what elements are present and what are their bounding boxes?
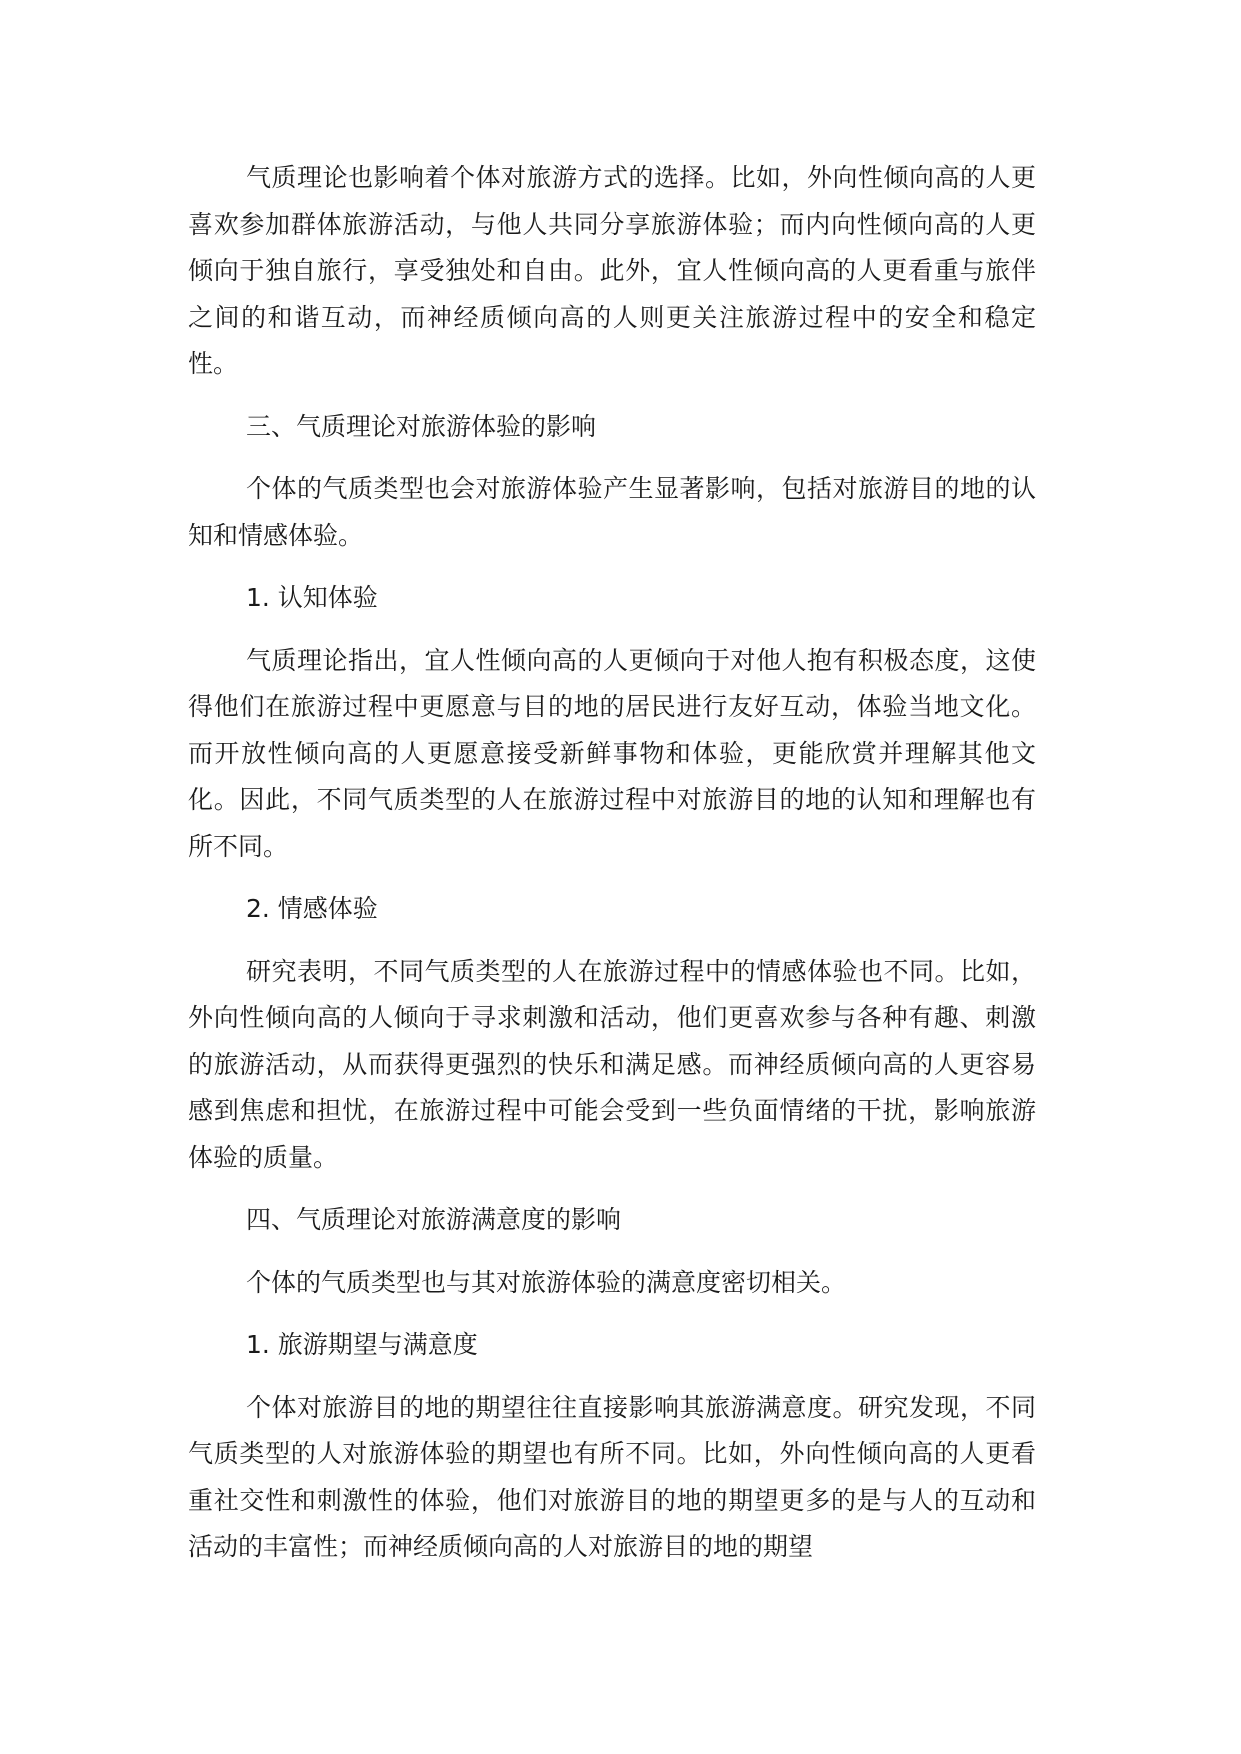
subheading-cognitive: 1. 认知体验 bbox=[246, 583, 378, 612]
section-heading-4: 四、气质理论对旅游满意度的影响 bbox=[246, 1205, 622, 1234]
subheading-expectation: 1. 旅游期望与满意度 bbox=[246, 1330, 478, 1359]
section-heading-3: 三、气质理论对旅游体验的影响 bbox=[246, 411, 597, 441]
paragraph-travel-mode: 气质理论也影响着个体对旅游方式的选择。比如，外向性倾向高的人更喜欢参加群体旅游活动，与他人共同分享旅游体验；而内向性倾向高的人更倾向于独自旅行，享受独处和自由。此外，宜人性倾向高的人更看重与旅伴之间的和谐互动，而神经质倾向高的人则更关注旅游过程中的安全和稳定性。 bbox=[188, 163, 1036, 378]
paragraph-experience-intro: 个体的气质类型也会对旅游体验产生显著影响，包括对旅游目的地的认知和情感体验。 bbox=[188, 474, 1036, 550]
paragraph-cognitive: 气质理论指出，宜人性倾向高的人更倾向于对他人抱有积极态度，这使得他们在旅游过程中更愿意与目的地的居民进行友好互动，体验当地文化。而开放性倾向高的人更愿意接受新鲜事物和体验，更能欣赏并理解其他文化。因此，不同气质类型的人在旅游过程中对旅游目的地的认知和理解也有所不同。 bbox=[188, 645, 1036, 861]
paragraph-satisfaction-intro: 个体的气质类型也与其对旅游体验的满意度密切相关。 bbox=[246, 1267, 847, 1297]
subheading-emotional: 2. 情感体验 bbox=[246, 894, 378, 923]
paragraph-expectation: 个体对旅游目的地的期望往往直接影响其旅游满意度。研究发现，不同气质类型的人对旅游体验的期望也有所不同。比如，外向性倾向高的人更看重社交性和刺激性的体验，他们对旅游目的地的期望更多的是与人的互动和活动的丰富性；而神经质倾向高的人对旅游目的地的期望 bbox=[188, 1392, 1036, 1561]
document-body bbox=[188, 155, 1036, 1587]
paragraph-emotional: 研究表明，不同气质类型的人在旅游过程中的情感体验也不同。比如，外向性倾向高的人倾向于寻求刺激和活动，他们更喜欢参与各种有趣、刺激的旅游活动，从而获得更强烈的快乐和满足感。而神经质倾向高的人更容易感到焦虑和担忧，在旅游过程中可能会受到一些负面情绪的干扰，影响旅游体验的质量。 bbox=[188, 956, 1036, 1172]
